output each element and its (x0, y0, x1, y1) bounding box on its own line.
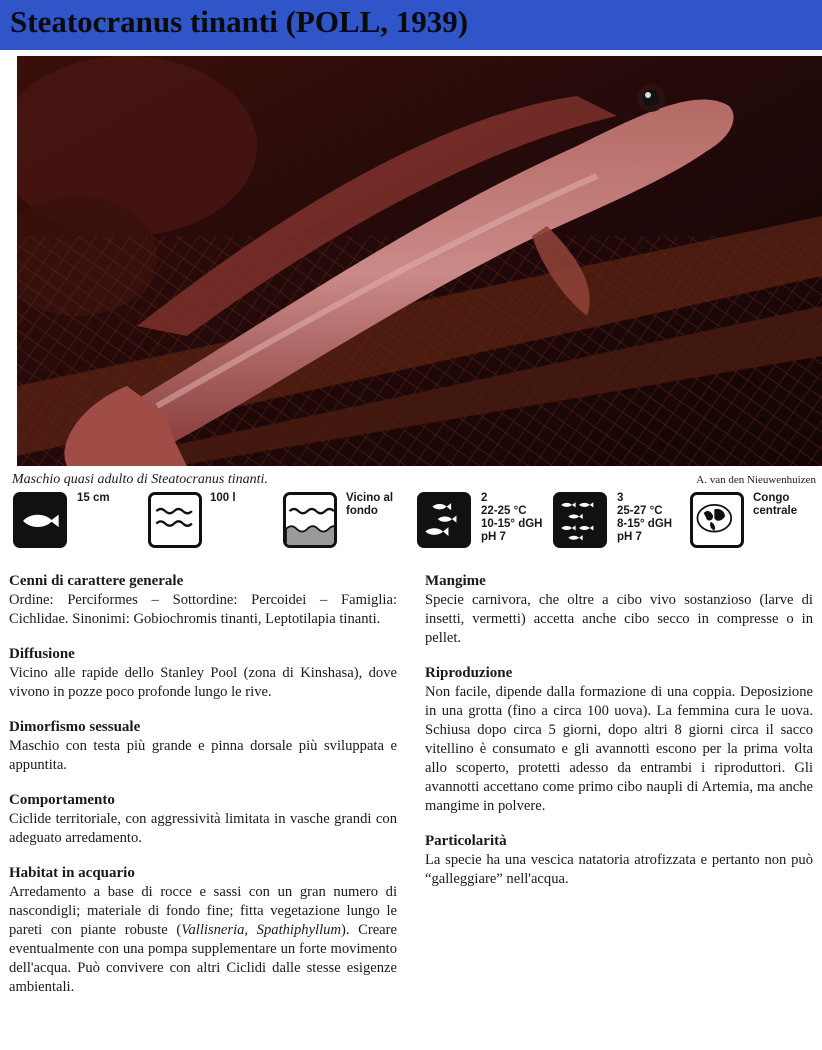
section-heading: Cenni di carattere generale (9, 573, 184, 589)
section-text: Specie carnivora, che oltre a cibo vivo sostanzioso (larve di insetti, vermetti) accetta anche cibo secco in compresse o in pellet. (425, 592, 813, 646)
section-heading: Diffusione (9, 646, 75, 662)
right-column (425, 572, 813, 905)
section-heading: Particolarità (425, 833, 507, 849)
water-params-2-icon (553, 492, 607, 548)
section-text: Maschio con testa più grande e pinna dorsale più sviluppata e appuntita. (9, 738, 397, 773)
section-comportamento (9, 791, 397, 848)
section-text (9, 883, 397, 997)
globe-icon (690, 492, 744, 548)
section-particolarita (425, 832, 813, 889)
section-heading: Dimorfismo sessuale (9, 719, 141, 735)
globe-label: Congo centrale (753, 492, 798, 517)
title-bar (0, 0, 822, 50)
section-text: Non facile, dipende dalla formazione di una coppia. Deposizione in una grotta (fino a circa 100 uova). La femmina cura le uova. Schiusa dopo circa 5 giorni, dopo altri 8 giorni circa il sacco vitellino è consumato e gli avannotti escono per la prima volta allo scoperto, protetti adesso da entrambi i riproduttori. Gli avannotti accettano come primo cibo naupli di Artemia, ma anche mangime in polvere. (425, 684, 813, 814)
section-text: La specie ha una vescica natatoria atrofizzata e pertanto non può “galleggiare” nell'acqua. (425, 852, 813, 887)
water-params-2-label: 3 25-27 °C 8-15° dGH pH 7 (617, 492, 673, 543)
section-mangime (425, 572, 813, 648)
section-heading: Riproduzione (425, 665, 513, 681)
photo-caption: Maschio quasi adulto di Steatocranus tinanti. (12, 472, 268, 487)
section-heading: Mangime (425, 573, 486, 589)
left-column (9, 572, 397, 1013)
section-cenni (9, 572, 397, 629)
habitat-plants: Vallisneria, Spathiphyllum (181, 922, 341, 938)
swimming-zone-icon (283, 492, 337, 548)
aquarium-volume-label: 100 l (210, 492, 236, 504)
fish-photo (17, 56, 822, 466)
page-title: Steatocranus tinanti (POLL, 1939) (10, 4, 469, 39)
water-params-1-label: 2 22-25 °C 10-15° dGH pH 7 (481, 492, 543, 543)
section-riproduzione (425, 664, 813, 816)
aquarium-volume-icon (148, 492, 202, 548)
section-diffusione (9, 645, 397, 702)
section-text: Ordine: Perciformes – Sottordine: Percoidei – Famiglia: Cichlidae. Sinonimi: Gobiochromis tinanti, Leptotilapia tinanti. (9, 592, 397, 627)
fish-size-icon (13, 492, 67, 548)
water-params-1-icon (417, 492, 471, 548)
section-dimorfismo (9, 718, 397, 775)
habitat-text-after: ). Creare eventualmente con una pompa supplementare un forte movimento dell'acqua. Può convivere con altri Ciclidi dalle stesse esigenze ambientali. (9, 922, 397, 995)
photo-credit: A. van den Nieuwenhuizen (696, 474, 816, 486)
section-heading: Comportamento (9, 792, 115, 808)
habitat-text-before: Arredamento a base di rocce e sassi con un gran numero di nascondigli; materiale di fondo fine; fitta vegetazione lungo le pareti con piante robuste ( (9, 884, 397, 938)
section-heading: Habitat in acquario (9, 865, 135, 881)
fish-size-label: 15 cm (77, 492, 110, 504)
swimming-zone-label: Vicino al fondo (346, 492, 394, 517)
section-text: Vicino alle rapide dello Stanley Pool (zona di Kinshasa), dove vivono in pozze poco profonde lungo le rive. (9, 665, 397, 700)
section-text: Ciclide territoriale, con aggressività limitata in vasche grandi con adeguato arredamento. (9, 811, 397, 846)
section-habitat (9, 864, 397, 997)
